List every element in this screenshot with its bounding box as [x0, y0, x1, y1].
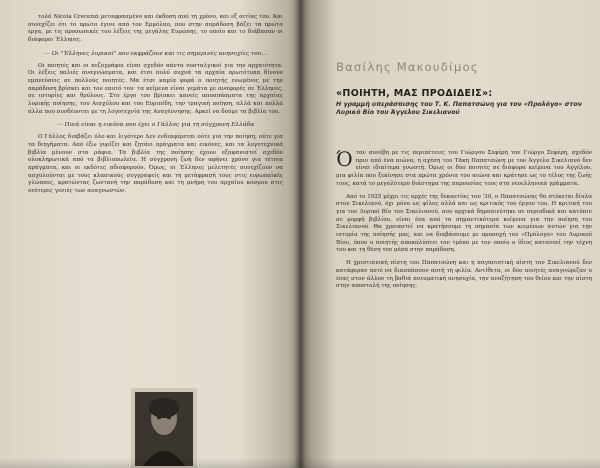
drop-cap: Ό — [336, 147, 353, 171]
left-subhead-1: — Οι "Έλληνες λυρικοί" που εκφράζουν και τις σημερινές ανησυχίες του... — [44, 50, 267, 57]
book-gutter-shadow — [294, 0, 306, 468]
left-paragraph-2: Οι ποιητές και οι πεζογράφοι είναι σχεδόν πάντα νοσταλγικοί για την αρχαιότητα. Οι λέξεις παλιές αναγνώσματα, και έτσι πολύ συχνά τα αρχαία πρωτότυπα δίνουν εμπνεύσεις σε πολλούς ποιητές. Μα έτσι καμία φορά ο ποιητής ενωμένος με την παράδοση βρίσκει και τον εαυτό του· τα κείμενα είναι γεμάτα με αναφορές σε Έλληνες, σε ιστορίες και θρύλους. Στο έργο του βρίσκει κανείς αποσπάσματα της αρχαίας λυρικής ποίησης, του Αισχύλου και του Ευριπίδη, την τραγική ποίηση, αλλά και πολλά άλλα που συνδέονται με τη λογοτεχνία της Αναγέννησης. Αρκεί να δούμε τα βιβλία του. — [28, 62, 283, 115]
article-title: «ΠΟΙΗΤΗ, ΜΑΣ ΠΡΟΔΙΔΕΙΣ»: — [336, 88, 493, 99]
right-page — [300, 0, 600, 468]
bottom-shadow — [0, 458, 600, 468]
right-paragraph-2: Από το 1925 μέχρι τις αρχές της δεκαετίας του '30, ο Παπατσώνης θα στέκεται δίπλα στον Σικελιανό, όχι μόνο ως φίλος αλλά και ως κριτικός του έργου του. Η κριτική του για τον Λυρικό Βίο του Σικελιανού, που αρχικά δημοσιεύτηκε σε περιοδικά και κατόπιν σε μορφή βιβλίου, είναι ένα από τα σημαντικότερα κείμενα για την ποίηση του Σικελιανού. Θα χρειαστεί να κρατήσουμε τη σημασία των κειμένων αυτών για την ιστορία της ποίησής μας, και να διαβάσουμε με προσοχή τον «Πρόλογο» του Λυρικού Βίου, όπου ο ποιητής αποκαλύπτει τον τρόπο με τον οποίο ο ίδιος κατανοεί την τέχνη του και τη θέση του μέσα στην παράδοση. — [336, 193, 592, 254]
right-paragraph-3: Η χριστιανική πίστη του Παπατσώνη και η παγανιστική πίστη του Σικελιανού δεν κατάφεραν ποτέ να διασπάσουν αυτή τη φιλία. Αντίθετα, οι δύο ποιητές αναγνώριζαν ο ένας στον άλλον τη βαθιά πνευματική ανησυχία, την αναζήτηση του θείου και την πίστη στην αποστολή της ποίησης. — [336, 260, 592, 290]
left-page-text-column — [28, 14, 283, 196]
right-page-text-column — [336, 147, 592, 291]
portrait-photo — [131, 388, 197, 468]
right-paragraph-1: ταν συνέβη με τις περιπέτειες του Γιώργου Σεφέρη τον Γιώργο Σεφέρη, σχεδόν πριν από ένα αιώνα, η σχέση του Τάκη Παπατσώνη με τον Άγγελο Σικελιανό δεν είναι ιδιαίτερα γνωστή. Όμως οι δύο ποιητές σε διάφορα κείμενα του Αγγέλου, μια φιλία που ξεκίνησε στα πρώτα χρόνια του αιώνα και κράτησε ως το τέλος της ζωής τους, κατά το μεγαλύτερο διάστημα της παρουσίας τους στα νεοελληνικά γράμματα. — [336, 150, 592, 187]
left-paragraph-1: τολό Nicola Crecenzi μεταφρασμένο και έκδοση από τη χρόνο, και εξ αιτίας του. Και συνεχίζει ότι το πρώτο έγινε από τον Ερμόλαο, που στην παράδοση βάζει τα πρώτα έργα, με τις προσωπικές του λέξεις της μεγάλης Ευρώπης, το οποίο και το διάβασαν οι διάφοροι Έλληνες. — [28, 14, 283, 44]
portrait-image — [131, 388, 197, 468]
article-author: Βασίλης Μακουδίμος — [336, 60, 479, 74]
article-subtitle: Η γραμμή υπεράσπισης του Τ. Κ. Παπατσώνη για τον «Προλόγο» στον Λυρικό Βίο του Άγγελου Σικελιανού — [336, 101, 582, 117]
left-subhead-2: — Ποιά είναι η εικόνα που έχει ο Γάλλος για τη σύγχρονη Ελλάδα — [56, 122, 255, 129]
left-paragraph-3: Ο Γάλλος διαβάζει όλο και λιγότερο Δεν ενδιαφέρεται ούτε για την ποίηση, ούτε για τα διηγήματα. Από έξω γυρίζει και ζητάει πράγματα και εικόνες, και τα λογοτεχνικά βιβλία μένουν στα ράφια. Τα βιβλία της ποίησης έχουν εξαφανιστεί σχεδόν ολοκληρωτικά από τα βιβλιοπωλεία. Η σύγχρονη ζωή δεν αφήνει χρόνο για τέτοια πράγματα, και οι εκδότες αδιαφορούν. Όμως, οι Έλληνες μελετητές συνεχίζουν να ασχολούνται με τους κλασικούς συγγραφείς και τη μετάφρασή τους στις ευρωπαϊκές γλώσσες, κρατώντας ζωντανή την παράδοση και τη μνήμη του αρχαίου κόσμου στις νεότερες γενιές των αναγνωστών. — [28, 134, 283, 195]
